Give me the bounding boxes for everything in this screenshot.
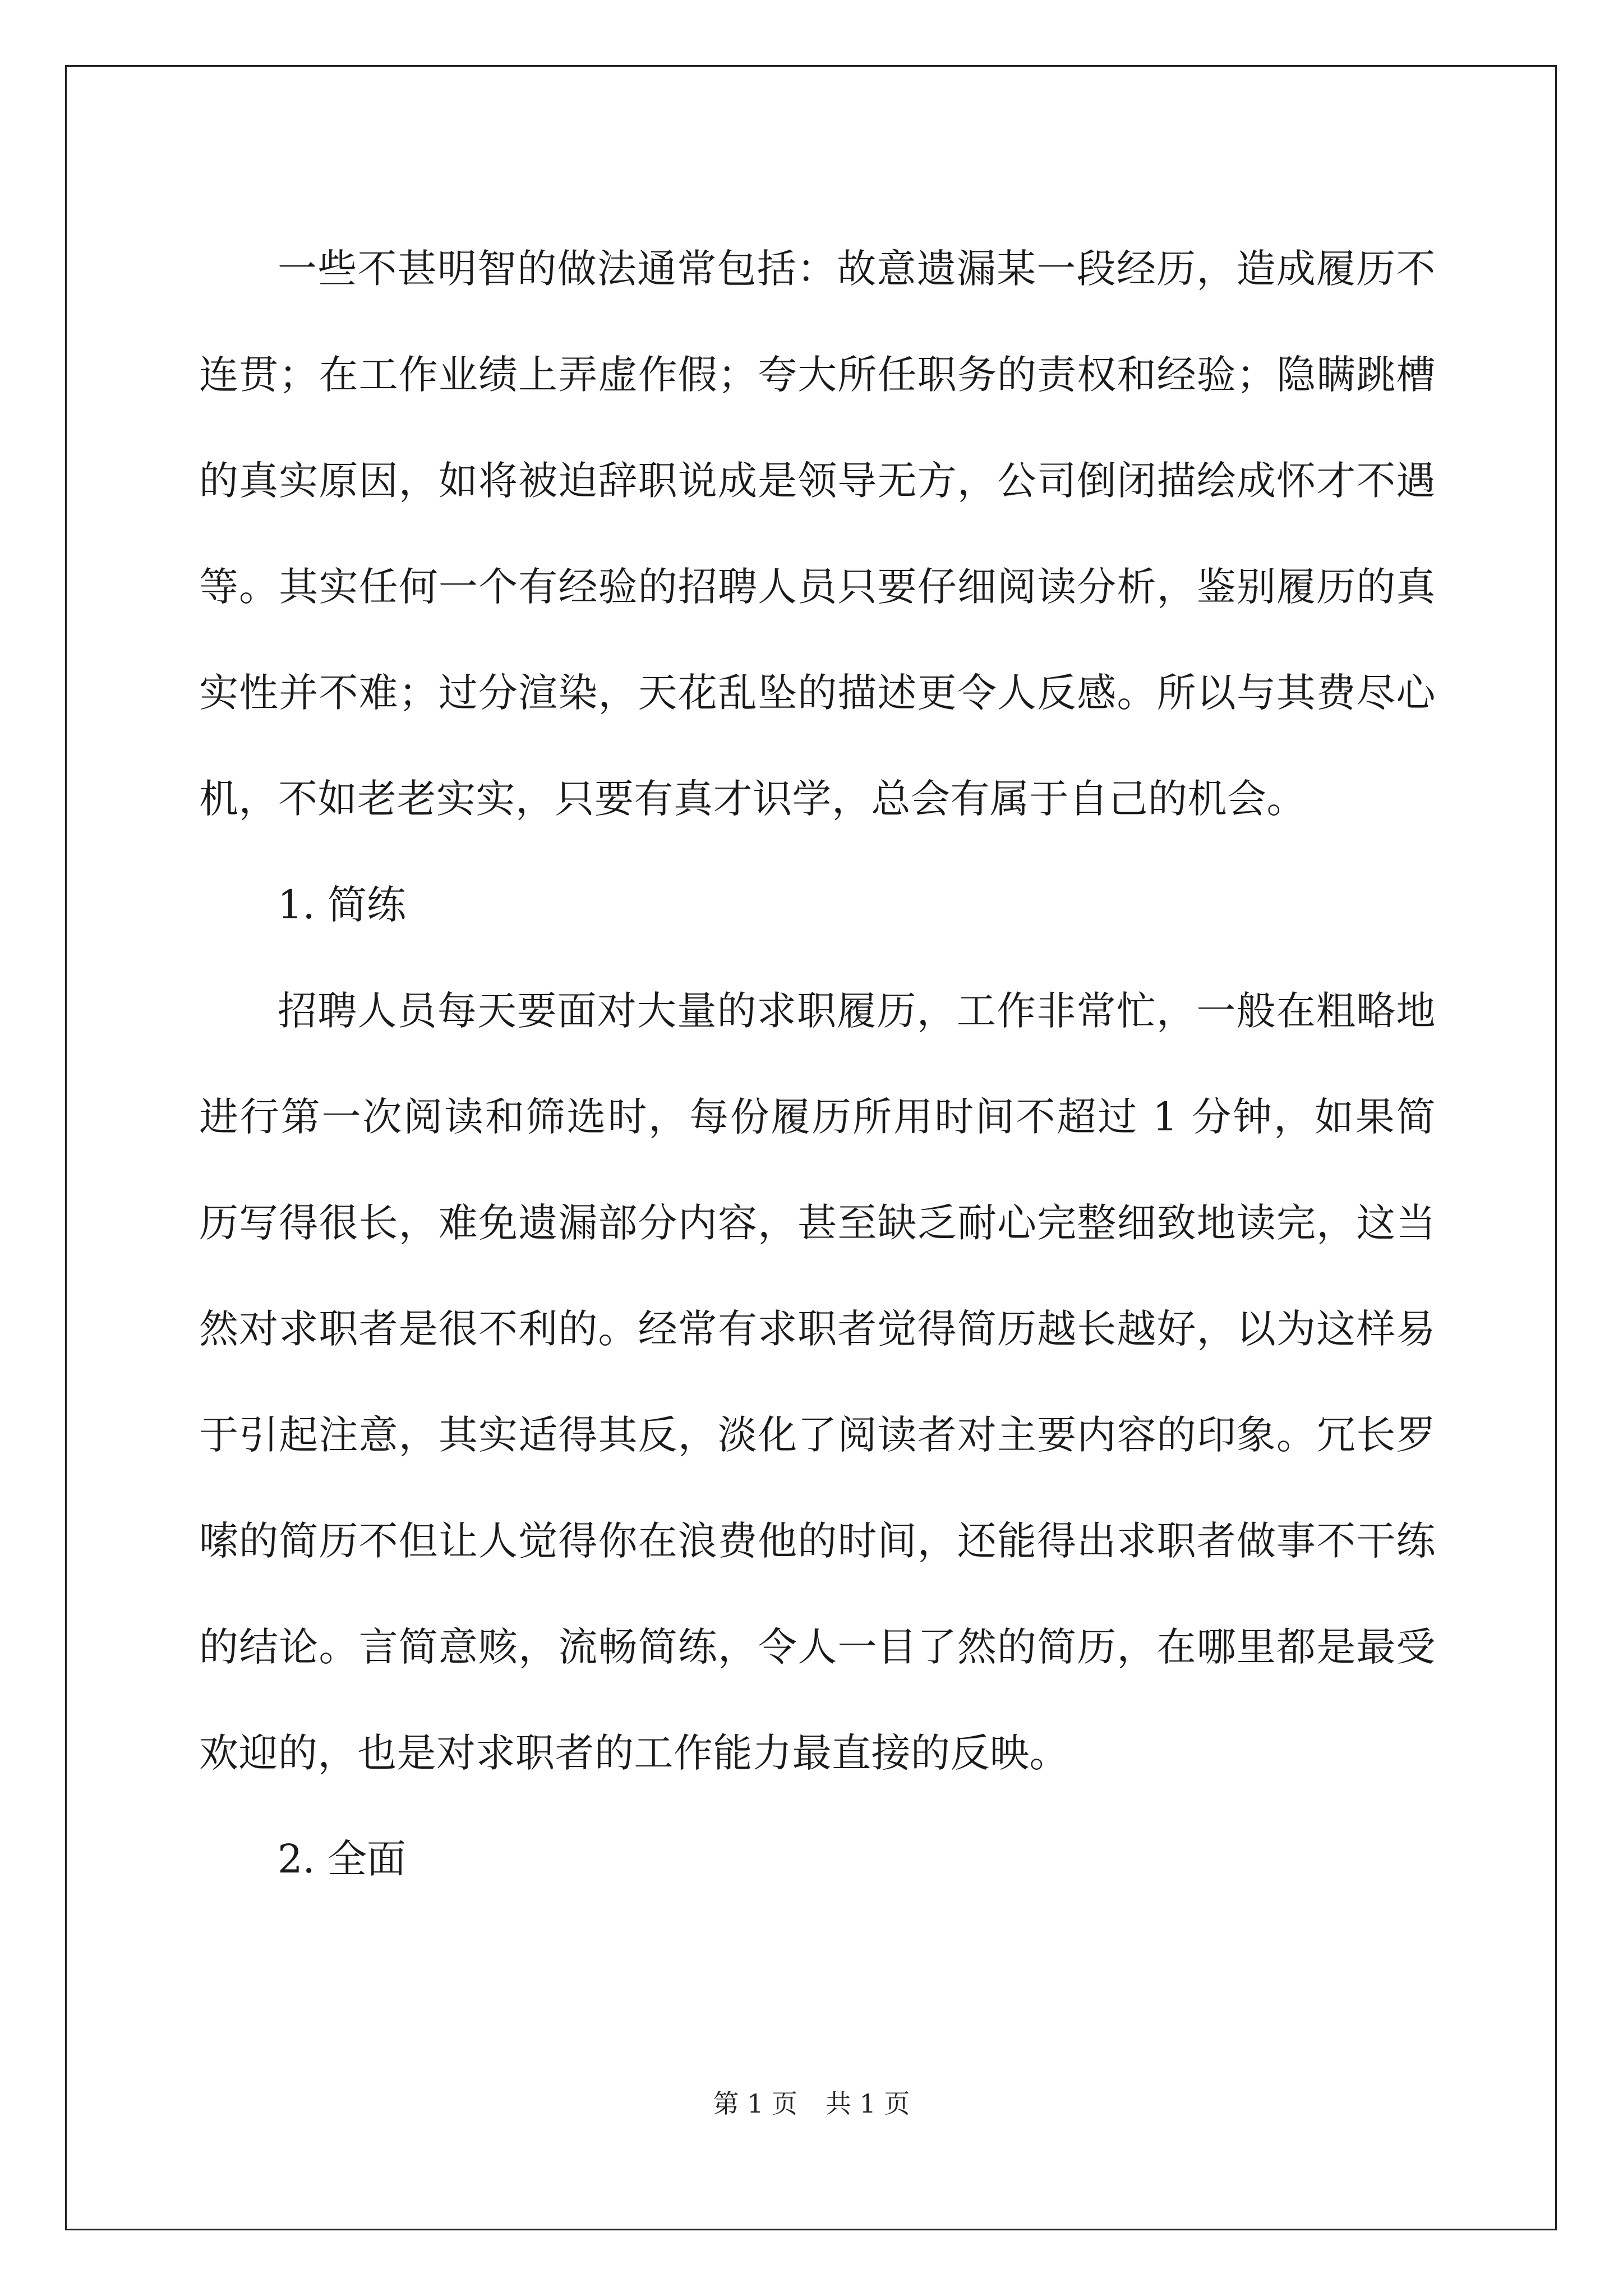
page-footer	[0, 2087, 1623, 2120]
page-total: 共 1 页	[826, 2088, 910, 2119]
paragraph-resume-pitfalls: 一些不甚明智的做法通常包括：故意遗漏某一段经历，造成履历不连贯；在工作业绩上弄虚作假；夸大所任职务的责权和经验；隐瞒跳槽的真实原因，如将被迫辞职说成是领导无方，公司倒闭描绘成怀才不遇等。其实任何一个有经验的招聘人员只要仔细阅读分析，鉴别履历的真实性并不难；过分渲染，天花乱坠的描述更令人反感。所以与其费尽心机，不如老老实实，只要有真才识学，总会有属于自己的机会。	[199, 246, 1436, 822]
document-body	[199, 216, 1436, 1912]
section-heading-comprehensive: 2. 全面	[278, 1836, 407, 1882]
section-heading-concise: 1. 简练	[278, 882, 407, 928]
paragraph-concise: 招聘人员每天要面对大量的求职履历，工作非常忙，一般在粗略地进行第一次阅读和筛选时，每份履历所用时间不超过 1 分钟，如果简历写得很长，难免遗漏部分内容，甚至缺乏耐心完整细致地读完，这当然对求职者是很不利的。经常有求职者觉得简历越长越好，以为这样易于引起注意，其实适得其反，淡化了阅读者对主要内容的印象。冗长罗嗦的简历不但让人觉得你在浪费他的时间，还能得出求职者做事不干练的结论。言简意赅，流畅简练，令人一目了然的简历，在哪里都是最受欢迎的，也是对求职者的工作能力最直接的反映。	[199, 988, 1436, 1776]
page-number: 第 1 页	[713, 2088, 797, 2119]
